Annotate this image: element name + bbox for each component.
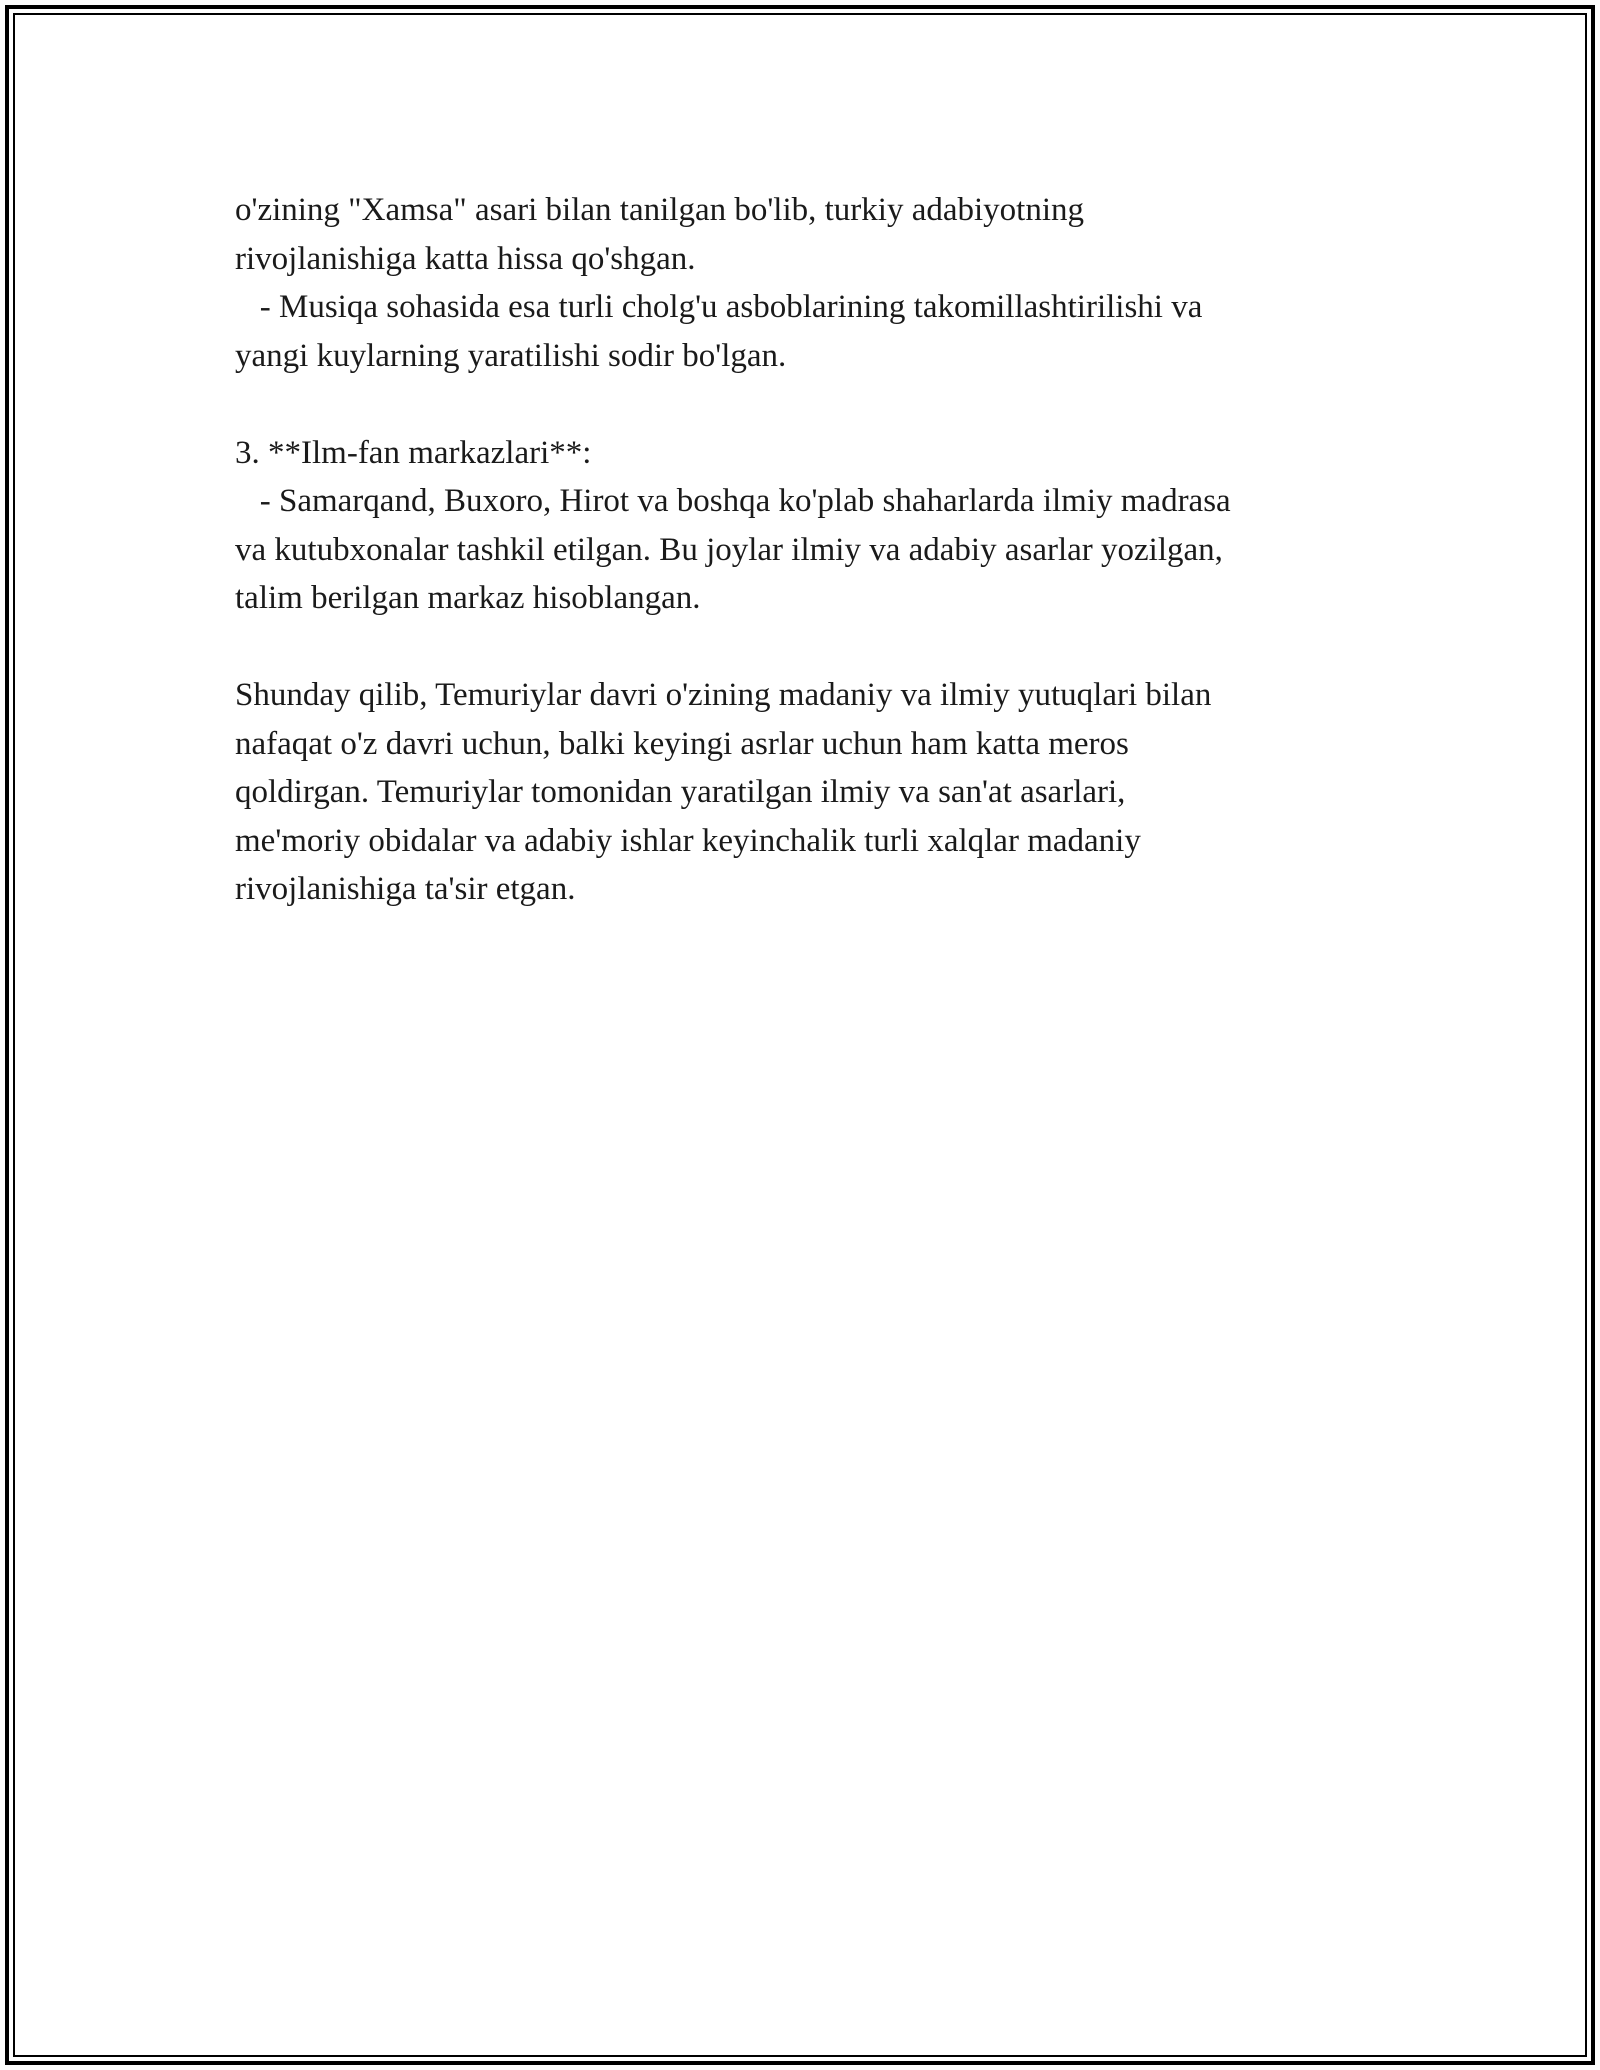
text-line: rivojlanishiga ta'sir etgan. xyxy=(235,871,576,907)
text-line: rivojlanishiga katta hissa qo'shgan. xyxy=(235,240,696,277)
blank-line xyxy=(235,623,1375,672)
document-body xyxy=(235,186,1375,914)
text-line: qoldirgan. Temuriylar tomonidan yaratilgan ilmiy va san'at asarlari, xyxy=(235,774,1126,810)
text-line: - Musiqa sohasida esa turli cholg'u asboblarining takomillashtirilishi va xyxy=(235,289,1203,325)
text-line: Shunday qilib, Temuriylar davri o'zining madaniy va ilmiy yutuqlari bilan xyxy=(235,677,1212,713)
text-line: nafaqat o'z davri uchun, balki keyingi asrlar uchun ham katta meros xyxy=(235,725,1129,762)
blank-line xyxy=(235,380,1375,429)
text-line: va kutubxonalar tashkil etilgan. Bu joylar ilmiy va adabiy asarlar yozilgan, xyxy=(235,531,1223,568)
text-line: o'zining "Xamsa" asari bilan tanilgan bo'lib, turkiy adabiyotning xyxy=(235,192,1084,228)
text-line: - Samarqand, Buxoro, Hirot va boshqa ko'plab shaharlarda ilmiy madrasa xyxy=(235,483,1231,519)
section-heading: 3. **Ilm-fan markazlari**: xyxy=(235,434,592,471)
text-line: talim berilgan markaz hisoblangan. xyxy=(235,580,701,616)
text-line: me'moriy obidalar va adabiy ishlar keyinchalik turli xalqlar madaniy xyxy=(235,822,1141,859)
text-line: yangi kuylarning yaratilishi sodir bo'lgan. xyxy=(235,337,787,374)
